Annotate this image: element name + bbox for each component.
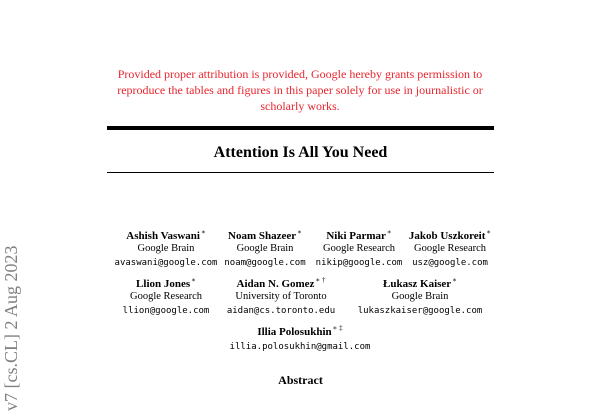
title-top-rule	[107, 126, 494, 130]
author-name-text: Noam Shazeer	[228, 230, 297, 242]
author-name	[316, 230, 403, 243]
author-footnote-mark: ∗	[452, 276, 457, 285]
author-block	[227, 278, 335, 317]
author-footnote-mark: ∗	[486, 228, 492, 237]
author-block	[409, 230, 491, 269]
author-name-text: Ashish Vaswani	[126, 230, 200, 242]
author-block	[123, 278, 210, 317]
author-email: noam@google.com	[224, 258, 306, 268]
author-affiliation: Google Research	[413, 243, 487, 254]
title-bottom-rule	[107, 172, 494, 173]
author-block	[230, 326, 371, 353]
author-footnote-mark: ∗	[200, 228, 206, 237]
author-name-text: Łukasz Kaiser	[383, 278, 452, 290]
author-email: illia.polosukhin@gmail.com	[229, 342, 371, 352]
author-footnote-mark: ∗ †	[315, 276, 326, 285]
author-affiliation: University of Toronto	[235, 291, 327, 302]
paper-title: Attention Is All You Need	[213, 144, 388, 161]
author-footnote-mark: ∗	[297, 228, 302, 237]
abstract-heading: Abstract	[278, 373, 323, 387]
author-block	[224, 230, 305, 269]
author-email: usz@google.com	[412, 258, 488, 268]
author-email: lukaszkaiser@google.com	[357, 306, 483, 316]
author-footnote-mark: ∗	[191, 276, 196, 285]
author-name-text: Jakob Uszkoreit	[408, 230, 486, 242]
author-name	[123, 278, 210, 291]
author-footnote-mark: ∗ ‡	[332, 324, 343, 333]
author-name	[358, 278, 483, 291]
author-block	[316, 230, 403, 269]
author-name-text: Illia Polosukhin	[257, 326, 332, 338]
author-name-text: Niki Parmar	[326, 230, 386, 242]
author-name	[224, 230, 305, 243]
author-affiliation: Google Research	[322, 243, 396, 254]
author-block	[358, 278, 483, 317]
author-email: nikip@google.com	[315, 258, 403, 268]
author-name-text: Llion Jones	[136, 278, 191, 290]
author-name	[230, 326, 371, 339]
author-affiliation: Google Brain	[391, 291, 449, 302]
permission-notice: Provided proper attribution is provided, Google hereby grants permission to reproduce the tables and figures in this paper solely for use in journalistic or scholarly works.	[117, 67, 483, 113]
author-email: avaswani@google.com	[114, 258, 218, 268]
author-footnote-mark: ∗	[386, 228, 392, 237]
author-name	[409, 230, 491, 243]
author-email: aidan@cs.toronto.edu	[226, 306, 336, 316]
author-name-text: Aidan N. Gomez	[236, 278, 315, 290]
author-affiliation: Google Research	[129, 291, 203, 302]
author-name	[115, 230, 218, 243]
author-affiliation: Google Brain	[137, 243, 195, 254]
arxiv-identifier-stamp: v7 [cs.CL] 2 Aug 2023	[1, 245, 21, 411]
author-affiliation: Google Brain	[236, 243, 294, 254]
author-name	[227, 278, 335, 291]
author-block	[115, 230, 218, 269]
author-email: llion@google.com	[122, 306, 210, 316]
